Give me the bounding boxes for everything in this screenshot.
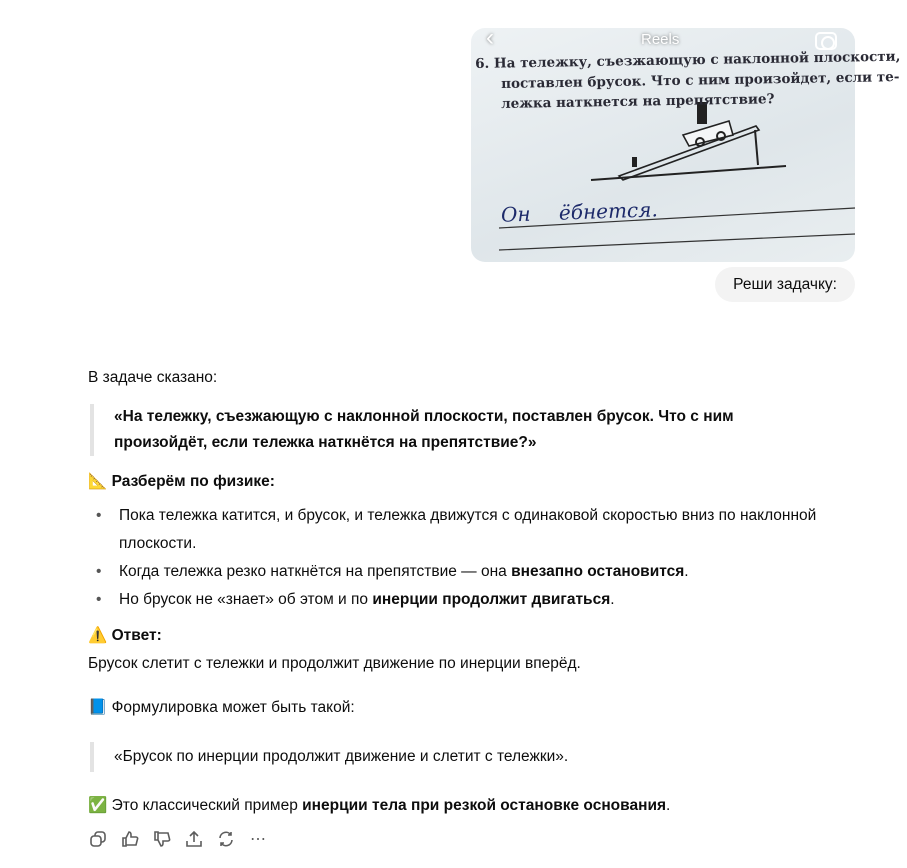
list-item-text: Пока тележка катится, и брусок, и тележка движутся с одинаковой скоростью вниз по наклонной плоскости.: [119, 507, 817, 552]
answer-text: Брусок слетит с тележки и продолжит движение по инерции вперёд.: [88, 655, 581, 672]
blockquote: [90, 742, 828, 772]
camera-icon: [815, 32, 837, 50]
quote-text: «Брусок по инерции продолжит движение и слетит с тележки».: [114, 748, 569, 765]
formulation-text: Формулировка может быть такой:: [111, 699, 355, 716]
attached-photo[interactable]: [471, 24, 901, 262]
photo-text-line: лежка наткнется на препятствие?: [501, 91, 775, 112]
list-item: [88, 586, 828, 614]
warning-icon: ⚠️: [88, 627, 108, 644]
section-heading: Разберём по физике:: [111, 473, 275, 490]
list-item-bold: инерции продолжит двигаться: [372, 591, 611, 608]
share-icon[interactable]: [184, 829, 204, 849]
message-actions: [88, 829, 268, 849]
user-message: Реши задачку:: [715, 267, 855, 302]
quote-text: «На тележку, съезжающую с наклонной плоскости, поставлен брусок. Что с ним произойдёт, если тележка наткнётся на препятствие?»: [114, 408, 734, 451]
final-text: Это классический пример: [111, 797, 303, 814]
check-icon: ✅: [88, 797, 108, 814]
photo-text-line: 6. На тележку, съезжающую с наклонной плоскости,: [475, 48, 901, 72]
book-icon: 📘: [88, 699, 108, 716]
list-item: [88, 502, 828, 558]
blockquote: [90, 404, 828, 456]
chevron-left-icon: ‹: [486, 24, 494, 51]
section-heading: Ответ:: [111, 627, 162, 644]
list-item-text: .: [684, 563, 689, 580]
more-icon[interactable]: ⋯: [250, 831, 266, 848]
intro-text: В задаче сказано:: [88, 369, 218, 386]
photo-handwriting: Он ёбнется.: [500, 197, 659, 227]
triangle-ruler-icon: 📐: [88, 473, 108, 490]
list-item-text: Когда тележка резко наткнётся на препятствие — она: [119, 563, 512, 580]
list-item: [88, 558, 828, 586]
final-bold: инерции тела при резкой остановке основания: [302, 797, 667, 814]
assistant-message: [88, 364, 828, 820]
bullet-list: [88, 502, 828, 614]
copy-icon[interactable]: [88, 829, 108, 849]
list-item-bold: внезапно остановится: [511, 563, 685, 580]
final-text: .: [666, 797, 671, 814]
list-item-text: .: [610, 591, 615, 608]
thumbs-up-icon[interactable]: [120, 829, 140, 849]
thumbs-down-icon[interactable]: [152, 829, 172, 849]
regenerate-icon[interactable]: [216, 829, 236, 849]
photo-overlay-title: Reels: [641, 31, 680, 48]
photo-text-line: поставлен брусок. Что с ним произойдет, если те-: [501, 69, 900, 92]
list-item-text: Но брусок не «знает» об этом и по: [119, 591, 373, 608]
